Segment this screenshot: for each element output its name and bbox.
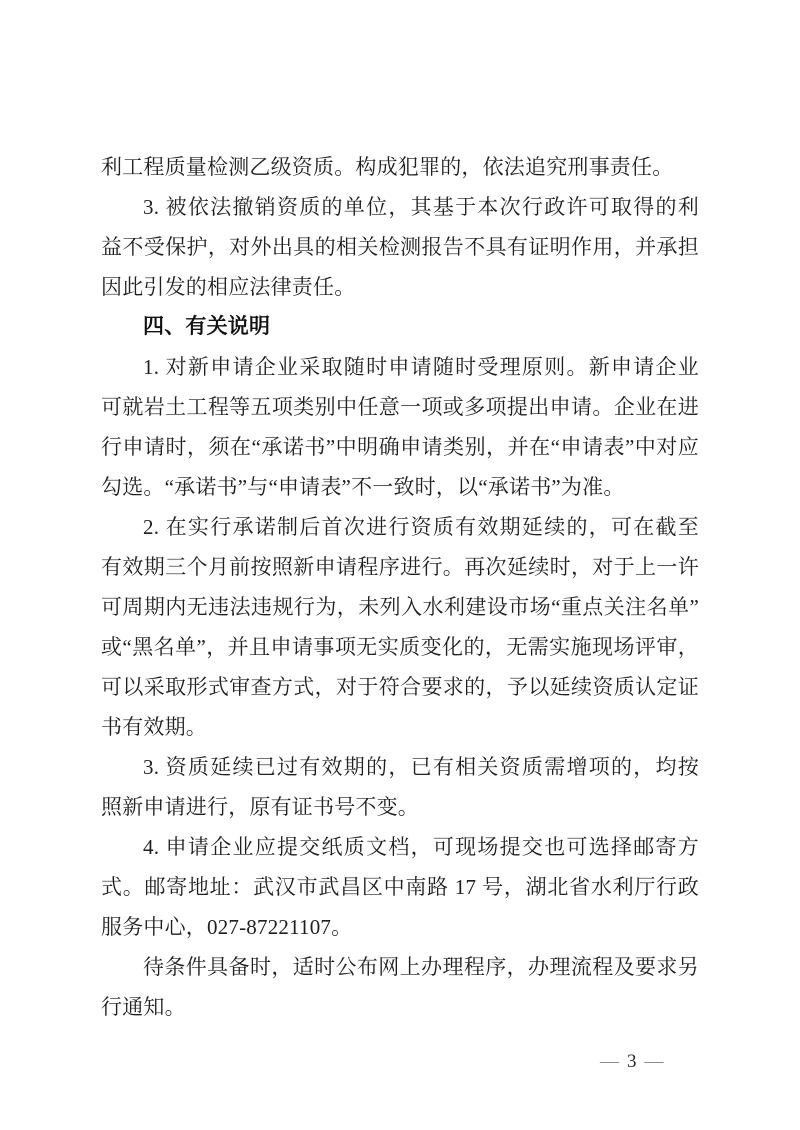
- page-number: [600, 1048, 700, 1076]
- text-line: 利工程质量检测乙级资质。构成犯罪的，依法追究刑事责任。: [101, 155, 674, 179]
- paragraph-note-2: [101, 507, 699, 747]
- document-body: [101, 147, 699, 1027]
- text-line: 可周期内无违法违规行为，未列入水利建设市场“重点关注名单”: [101, 595, 699, 619]
- text-line: 行申请时，须在“承诺书”中明确申请类别，并在“申请表”中对应: [101, 435, 699, 459]
- text-line: 3. 被依法撤销资质的单位，其基于本次行政许可取得的利: [143, 195, 699, 219]
- text-line: 有效期三个月前按照新申请程序进行。再次延续时，对于上一许: [101, 555, 699, 579]
- section-heading-text: 四、有关说明: [143, 315, 271, 338]
- text-line: 3. 资质延续已过有效期的，已有相关资质需增项的，均按: [143, 755, 699, 779]
- text-line: 服务中心，027-87221107。: [101, 915, 353, 939]
- text-line: 书有效期。: [101, 715, 207, 739]
- text-line: 可就岩土工程等五项类别中任意一项或多项提出申请。企业在进: [101, 395, 699, 419]
- text-line: 或“黑名单”，并且申请事项无实质变化的，无需实施现场评审，: [101, 635, 699, 659]
- text-line: 勾选。“承诺书”与“申请表”不一致时，以“承诺书”为准。: [101, 475, 625, 499]
- text-line: 待条件具备时，适时公布网上办理程序，办理流程及要求另: [143, 955, 699, 979]
- paragraph-continuation: [101, 147, 699, 187]
- page-number-value: 3: [627, 1051, 637, 1072]
- paragraph-item-3: [101, 187, 699, 307]
- text-line: 照新申请进行，原有证书号不变。: [101, 795, 419, 819]
- text-line: 益不受保护，对外出具的相关检测报告不具有证明作用，并承担: [101, 235, 699, 259]
- page-number-dash-right: —: [644, 1051, 664, 1072]
- text-line: 因此引发的相应法律责任。: [101, 275, 356, 299]
- page-number-dash-left: —: [600, 1051, 619, 1072]
- paragraph-closing: [101, 947, 699, 1027]
- paragraph-note-3: [101, 747, 699, 827]
- text-line: 4. 申请企业应提交纸质文档，可现场提交也可选择邮寄方: [143, 835, 699, 859]
- text-line: 式。邮寄地址：武汉市武昌区中南路 17 号，湖北省水利厅行政: [101, 875, 699, 899]
- paragraph-note-4: [101, 827, 699, 947]
- paragraph-note-1: [101, 347, 699, 507]
- text-line: 行通知。: [101, 995, 186, 1019]
- section-heading: [101, 307, 699, 347]
- text-line: 2. 在实行承诺制后首次进行资质有效期延续的，可在截至: [143, 515, 699, 539]
- text-line: 1. 对新申请企业采取随时申请随时受理原则。新申请企业: [143, 355, 699, 379]
- text-line: 可以采取形式审查方式，对于符合要求的，予以延续资质认定证: [101, 675, 699, 699]
